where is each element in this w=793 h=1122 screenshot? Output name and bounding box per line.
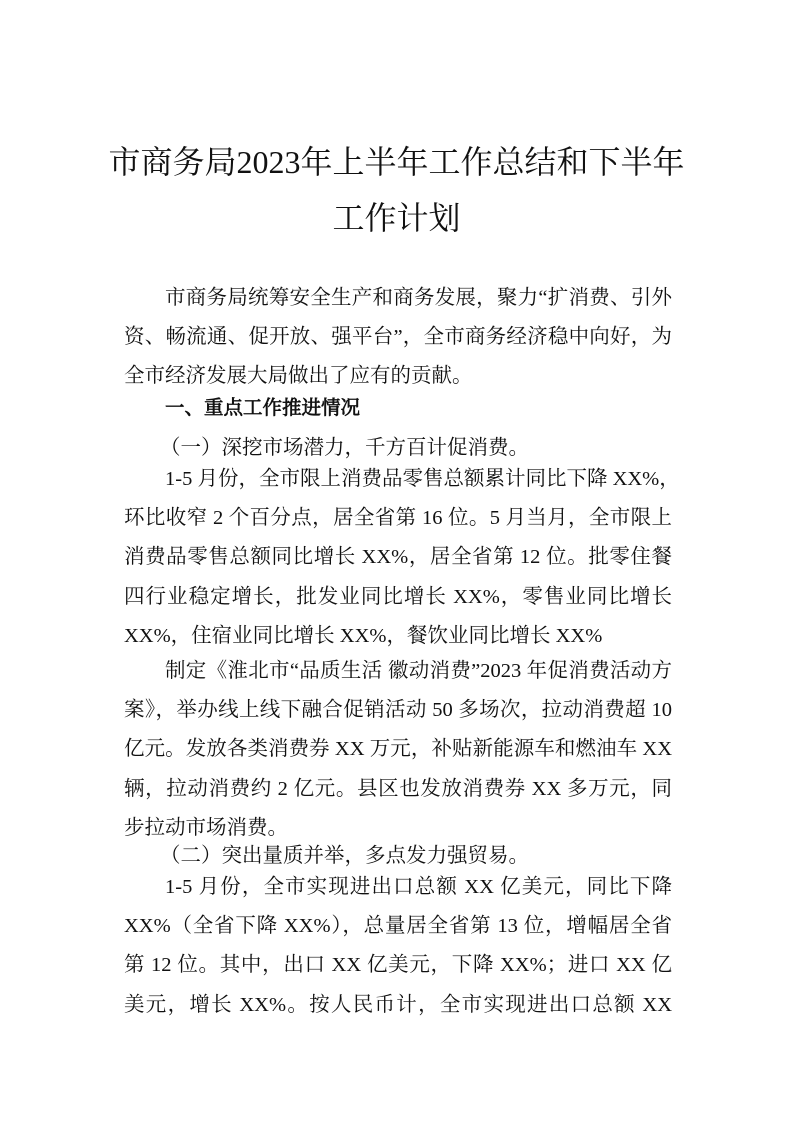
text-line: 1-5 月份，全市实现进出口总额 XX 亿美元，同比下降	[165, 876, 672, 898]
text-line: 环比收窄 2 个百分点，居全省第 16 位。5 月当月，全市限上	[124, 507, 672, 530]
consumption-paragraph	[124, 460, 680, 656]
text-line: 辆，拉动消费约 2 亿元。县区也发放消费券 XX 多万元，同	[124, 777, 672, 800]
section-heading-1: 一、重点工作推进情况	[165, 396, 361, 419]
text-line: 美元，增长 XX%。按人民币计，全市实现进出口总额 XX	[124, 993, 672, 1016]
text-line: 资、畅流通、促开放、强平台”，全市商务经济稳中向好，为	[124, 326, 672, 349]
text-line: 四行业稳定增长，批发业同比增长 XX%，零售业同比增长	[124, 585, 672, 608]
text-line: 案》，举办线上线下融合促销活动 50 多场次，拉动消费超 10	[124, 699, 672, 722]
text-line: 步拉动市场消费。	[124, 816, 288, 839]
promotion-paragraph	[124, 652, 672, 848]
trade-paragraph	[124, 868, 672, 1025]
text-line: 全市经济发展大局做出了应有的贡献。	[124, 365, 473, 388]
intro-paragraph	[124, 279, 672, 397]
subsection-heading-2: （二）突出量质并举，多点发力强贸易。	[160, 845, 529, 867]
text-line: XX%，住宿业同比增长 XX%，餐饮业同比增长 XX%	[124, 624, 603, 647]
text-line: 1-5 月份，全市限上消费品零售总额累计同比下降 XX%，	[165, 468, 680, 490]
text-line: 市商务局统筹安全生产和商务发展，聚力“扩消费、引外	[165, 287, 672, 309]
text-line: XX%（全省下降 XX%），总量居全省第 13 位，增幅居全省	[124, 915, 672, 938]
text-line: 亿元。发放各类消费券 XX 万元，补贴新能源车和燃油车 XX	[124, 738, 672, 761]
document-title-line-2: 工作计划	[332, 200, 461, 236]
subsection-heading-1: （一）深挖市场潜力，千方百计促消费。	[160, 437, 529, 459]
document-title-line-1: 市商务局2023年上半年工作总结和下半年	[108, 144, 685, 180]
text-line: 制定《淮北市“品质生活 徽动消费”2023 年促消费活动方	[165, 660, 672, 682]
text-line: 消费品零售总额同比增长 XX%，居全省第 12 位。批零住餐	[124, 546, 672, 569]
text-line: 第 12 位。其中，出口 XX 亿美元，下降 XX%；进口 XX 亿	[124, 954, 672, 977]
